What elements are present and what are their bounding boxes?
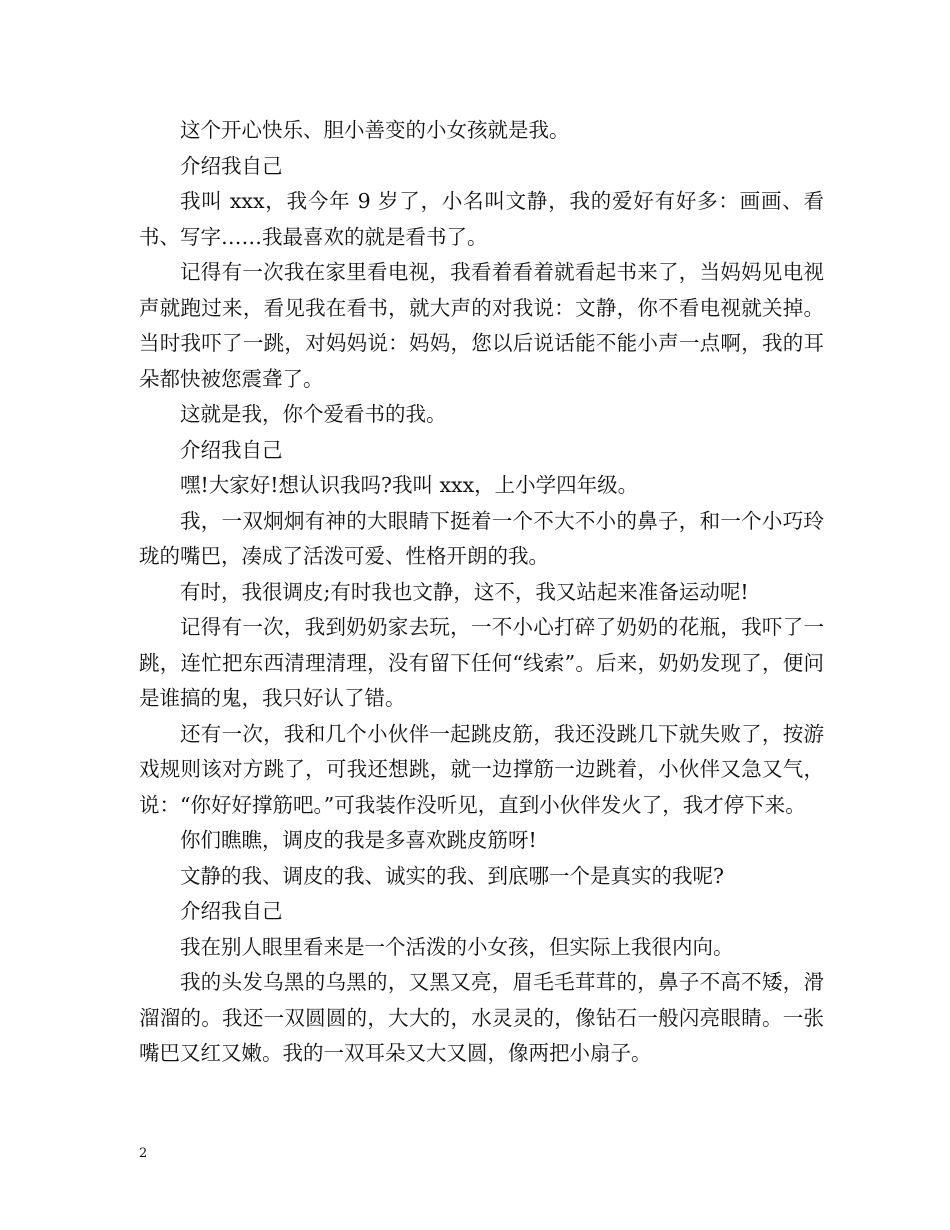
page-number: 2 <box>139 1146 148 1161</box>
paragraph: 嘿!大家好!想认识我吗?我叫 xxx，上小学四年级。 <box>180 473 639 497</box>
document-body <box>139 113 824 1072</box>
section-heading: 介绍我自己 <box>180 153 283 178</box>
paragraph: 还有一次，我和几个小伙伴一起跳皮筋，我还没跳几下就失败了，按游戏规则该对方跳了，可我还想跳，就一边撑筋一边跳着，小伙伴又急又气，说：“你好好撑筋吧。”可我装作没听见，直到小伙伴发火了，我才停下来。 <box>139 721 824 817</box>
paragraph: 文静的我、调皮的我、诚实的我、到底哪一个是真实的我呢? <box>180 863 724 888</box>
paragraph: 你们瞧瞧，调皮的我是多喜欢跳皮筋呀! <box>180 828 537 852</box>
paragraph: 记得有一次，我到奶奶家去玩，一不小心打碎了奶奶的花瓶，我吓了一跳，连忙把东西清理清理，没有留下任何“线索”。后来，奶奶发现了，便问是谁搞的鬼，我只好认了错。 <box>139 615 824 710</box>
section-heading: 介绍我自己 <box>180 437 283 462</box>
paragraph: 记得有一次我在家里看电视，我看着看着就看起书来了，当妈妈见电视声就跑过来，看见我在看书，就大声的对我说：文静，你不看电视就关掉。当时我吓了一跳，对妈妈说：妈妈，您以后说话能不能小声一点啊，我的耳朵都快被您震聋了。 <box>139 260 824 391</box>
paragraph: 有时，我很调皮;有时我也文静，这不，我又站起来准备运动呢! <box>180 579 749 604</box>
paragraph: 这个开心快乐、胆小善变的小女孩就是我。 <box>180 118 570 142</box>
paragraph: 我，一双炯炯有神的大眼睛下挺着一个不大不小的鼻子，和一个小巧玲珑的嘴巴，凑成了活泼可爱、性格开朗的我。 <box>139 508 824 568</box>
paragraph: 这就是我，你个爱看书的我。 <box>180 402 447 426</box>
section-heading: 介绍我自己 <box>180 899 283 923</box>
paragraph: 我在别人眼里看来是一个活泼的小女孩，但实际上我很内向。 <box>180 934 734 959</box>
paragraph: 我的头发乌黑的乌黑的，又黑又亮，眉毛毛茸茸的，鼻子不高不矮，滑溜溜的。我还一双圆圆的，大大的，水灵灵的，像钻石一般闪亮眼睛。一张嘴巴又红又嫩。我的一双耳朵又大又圆，像两把小扇子。 <box>139 970 824 1065</box>
paragraph: 我叫 xxx，我今年 9 岁了，小名叫文静，我的爱好有好多：画画、看书、写字……我最喜欢的就是看书了。 <box>139 189 824 249</box>
